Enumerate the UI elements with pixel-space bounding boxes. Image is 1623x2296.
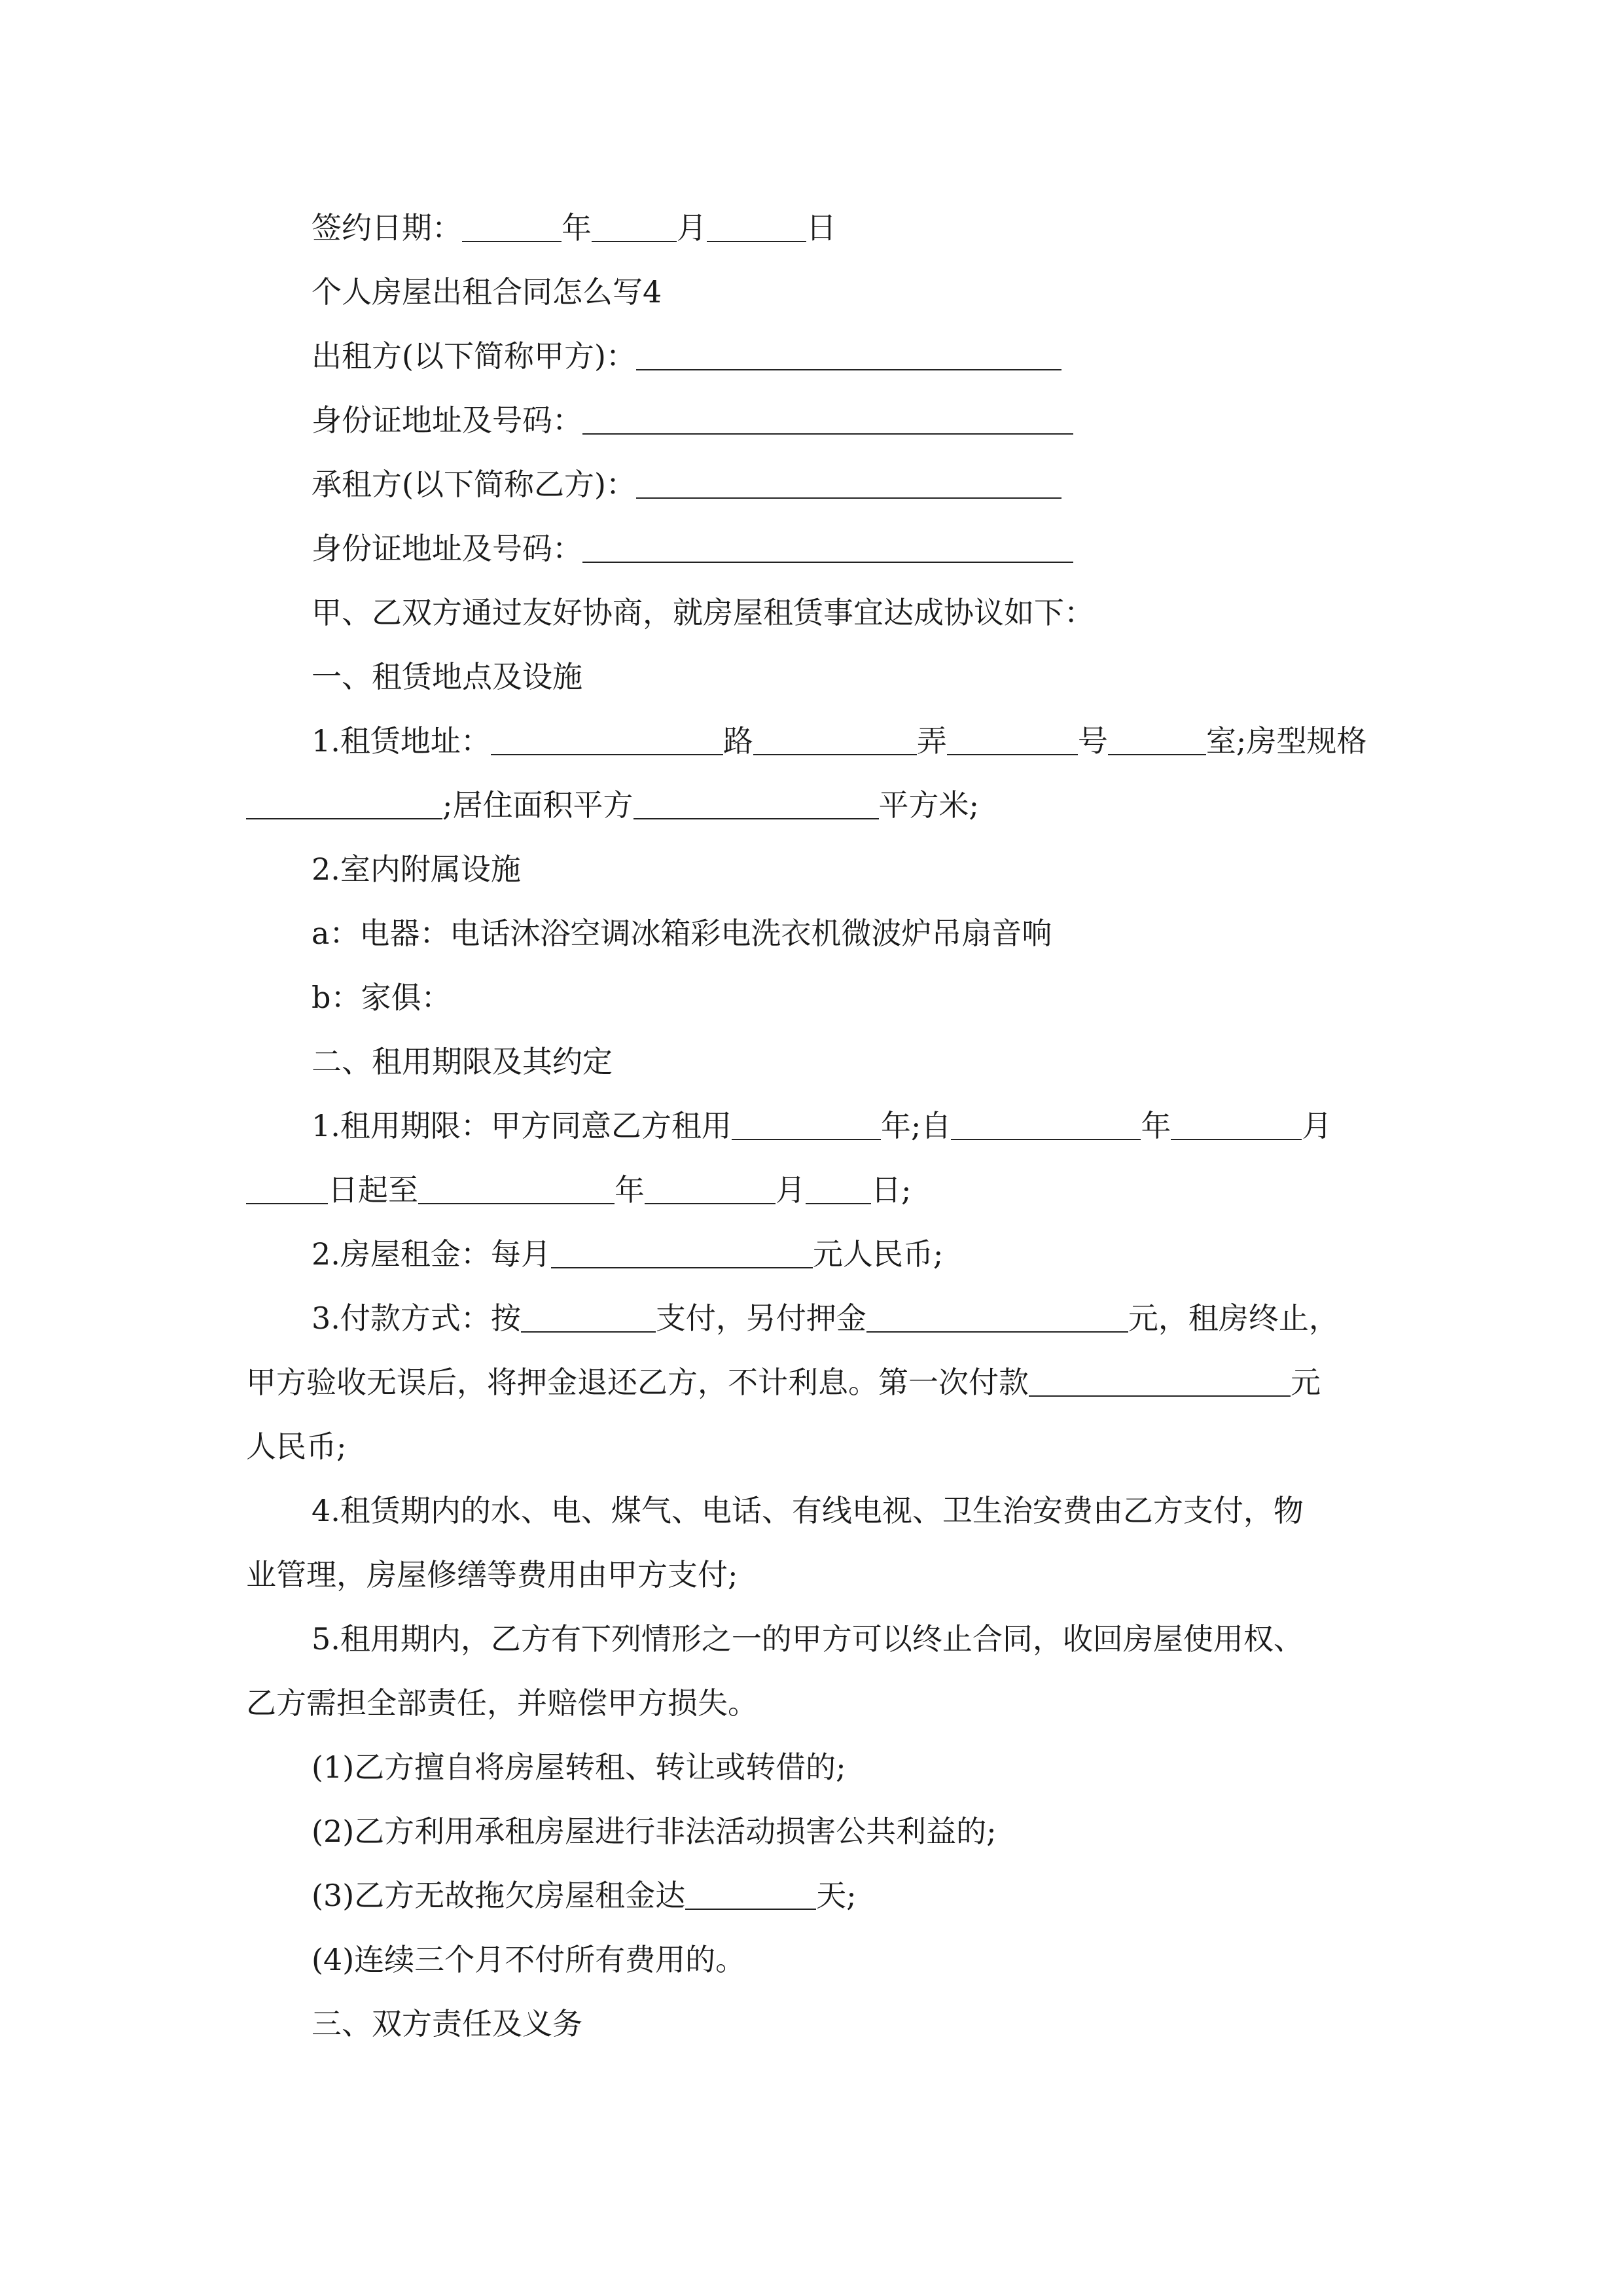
section-3-title: 三、双方责任及义务 — [312, 2006, 582, 2041]
condition-1: (1)乙方擅自将房屋转租、转让或转借的; — [312, 1749, 846, 1785]
clause-2-1-line-2 — [246, 1170, 912, 1210]
blank — [645, 1174, 776, 1204]
day-label: 日 — [806, 210, 836, 245]
blank — [551, 1238, 813, 1268]
blank — [806, 1174, 871, 1204]
clause-text: ;居住面积平方 — [442, 787, 633, 823]
clause-1-2: 2.室内附属设施 — [312, 852, 521, 887]
clause-text: (3)乙方无故拖欠房屋租金达 — [312, 1878, 686, 1913]
blank — [418, 1174, 615, 1204]
blank — [636, 340, 1061, 370]
blank — [246, 789, 442, 819]
clause-text: 3.付款方式：按 — [312, 1300, 521, 1336]
blank — [707, 212, 806, 242]
lessor-line — [312, 336, 1061, 376]
blank — [753, 725, 917, 755]
month-label: 月 — [677, 210, 707, 245]
clause-text: 支付，另付押金 — [655, 1300, 866, 1336]
clause-2-3-line-3: 人民币; — [246, 1429, 347, 1464]
year-label: 年 — [562, 210, 592, 245]
blank — [633, 789, 879, 819]
blank — [246, 1174, 328, 1204]
clause-2-2 — [312, 1234, 943, 1274]
clause-text: 平方米; — [878, 787, 979, 823]
clause-text: 号 — [1077, 723, 1108, 759]
clause-text: 元人民币; — [812, 1236, 944, 1272]
blank — [491, 725, 723, 755]
blank — [866, 1302, 1128, 1333]
condition-2: (2)乙方利用承租房屋进行非法活动损害公共利益的; — [312, 1814, 997, 1849]
section-1-title: 一、租赁地点及设施 — [312, 659, 582, 694]
blank — [1171, 1110, 1302, 1140]
clause-text: 天; — [816, 1878, 857, 1913]
document-heading: 个人房屋出租合同怎么写4 — [312, 274, 662, 310]
lessee-line — [312, 465, 1061, 504]
lessor-id-line — [312, 401, 1073, 440]
clause-1-1-line-1 — [312, 721, 1366, 761]
lessee-id-label: 身份证地址及号码： — [312, 531, 582, 566]
lessor-label: 出租方(以下简称甲方)： — [312, 338, 636, 374]
clause-2-4-line-1: 4.租赁期内的水、电、煤气、电话、有线电视、卫生治安费由乙方支付，物 — [312, 1493, 1304, 1528]
condition-3 — [312, 1876, 857, 1915]
clause-2-3-line-2 — [246, 1363, 1321, 1402]
intro-paragraph: 甲、乙双方通过友好协商，就房屋租赁事宜达成协议如下： — [312, 595, 1094, 630]
blank — [636, 469, 1061, 499]
clause-text: 月 — [776, 1172, 806, 1208]
clause-text: 甲方验收无误后，将押金退还乙方，不计利息。第一次付款 — [246, 1365, 1029, 1400]
blank — [521, 1302, 656, 1333]
lessor-id-label: 身份证地址及号码： — [312, 403, 582, 438]
blank — [582, 404, 1073, 435]
clause-text: 弄 — [916, 723, 947, 759]
clause-text: 年;自 — [880, 1108, 952, 1143]
clause-text: 元 — [1291, 1365, 1321, 1400]
clause-text: 月 — [1302, 1108, 1332, 1143]
blank — [1108, 725, 1206, 755]
clause-2-3-line-1 — [312, 1299, 1339, 1338]
clause-2-4-line-2: 业管理，房屋修缮等费用由甲方支付; — [246, 1557, 738, 1592]
sign-date-line — [312, 208, 836, 247]
blank — [951, 1110, 1141, 1140]
clause-text: 元，租房终止， — [1128, 1300, 1339, 1336]
lessee-id-line — [312, 529, 1073, 568]
clause-text: 1.租用期限：甲方同意乙方租用 — [312, 1108, 732, 1143]
blank — [685, 1880, 816, 1910]
clause-text: 日; — [871, 1172, 912, 1208]
blank — [947, 725, 1078, 755]
blank — [592, 212, 677, 242]
blank — [732, 1110, 881, 1140]
clause-2-1-line-1 — [312, 1106, 1332, 1145]
blank — [582, 533, 1073, 563]
section-2-title: 二、租用期限及其约定 — [312, 1044, 613, 1079]
clause-text: 日起至 — [328, 1172, 418, 1208]
clause-2-5-line-1: 5.租用期内，乙方有下列情形之一的甲方可以终止合同，收回房屋使用权、 — [312, 1621, 1304, 1657]
clause-text: 路 — [722, 723, 753, 759]
clause-1-2-b: b：家俱： — [312, 980, 452, 1015]
clause-1-2-a: a：电器：电话沐浴空调冰箱彩电洗衣机微波炉吊扇音响 — [312, 916, 1052, 951]
condition-4: (4)连续三个月不付所有费用的。 — [312, 1942, 746, 1977]
clause-2-5-line-2: 乙方需担全部责任，并赔偿甲方损失。 — [246, 1685, 758, 1721]
lessee-label: 承租方(以下简称乙方)： — [312, 467, 636, 502]
clause-text: 年 — [1141, 1108, 1171, 1143]
clause-1-1-line-2 — [246, 785, 979, 825]
blank — [1029, 1367, 1291, 1397]
clause-text: 年 — [615, 1172, 645, 1208]
sign-date-label: 签约日期： — [312, 210, 462, 245]
clause-text: 2.房屋租金：每月 — [312, 1236, 551, 1272]
clause-text: 1.租赁地址： — [312, 723, 491, 759]
clause-text: 室;房型规格 — [1205, 723, 1367, 759]
blank — [462, 212, 562, 242]
